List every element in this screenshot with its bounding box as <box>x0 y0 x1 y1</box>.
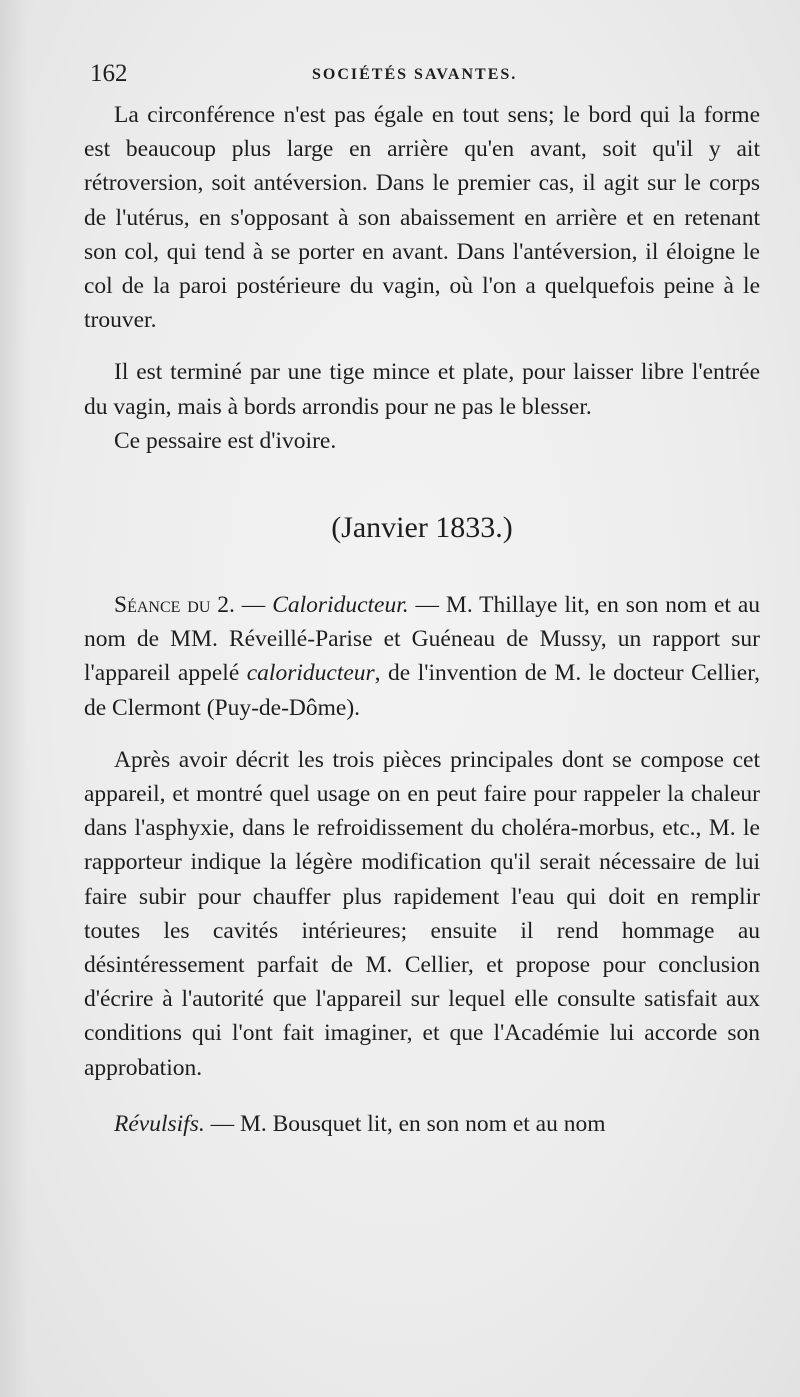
revulsifs-text: — M. Bousquet lit, en son nom et au nom <box>204 1110 606 1137</box>
seance-text-2: , de l'invention de M. le docteur Cellier, de Clermont (Puy-de-Dôme). <box>84 660 760 721</box>
section-date-heading: (Janvier 1833.) <box>331 511 513 545</box>
paragraph-tige: Il est terminé par une tige mince et plate, pour laisser libre l'entrée du vagin, mais à bords arrondis pour ne pas le blesser. <box>84 359 760 420</box>
seance-dash: — <box>234 592 273 619</box>
page-number: 162 <box>90 60 128 87</box>
seance-label: Séance du 2. <box>114 592 235 619</box>
paragraph-seance <box>84 588 760 725</box>
revulsifs-topic: Révulsifs. <box>114 1110 205 1137</box>
paragraph-circonference: La circonférence n'est pas égale en tout sens; le bord qui la forme est beaucoup plus large en arrière qu'en avant, soit qu'il y ait rétroversion, soit antéversion. Dans le premier cas, il agit sur le corps de l'utérus, en s'opposant à son abaissement en arrière et en retenant son col, qui tend à se porter en avant. Dans l'antéversion, il éloigne le col de la paroi postérieure du vagin, où l'on a quelquefois peine à le trouver. <box>84 102 760 334</box>
running-head: SOCIÉTÉS SAVANTES. <box>312 66 518 83</box>
seance-term: caloriducteur <box>246 660 375 687</box>
page-body <box>84 98 760 1141</box>
seance-topic: Caloriducteur. <box>272 592 409 619</box>
page-header <box>90 60 750 90</box>
paragraph-rapport: Après avoir décrit les trois pièces principales dont se compose cet appareil, et montré quel usage on en peut faire pour rappeler la chaleur dans l'asphyxie, dans le refroidissement du choléra-morbus, etc., M. le rapporteur indique la légère modification qu'il serait nécessaire de lui faire subir pour chauffer plus rapidement l'eau qui doit en remplir toutes les cavités intérieures; ensuite il rend hommage au désintéressement parfait de M. Cellier, et propose pour conclusion d'écrire à l'autorité que l'appareil sur lequel elle consulte satisfait aux conditions qui l'ont fait imaginer, et que l'Académie lui accorde son approbation. <box>84 746 760 1081</box>
paragraph-revulsifs <box>84 1107 760 1141</box>
paragraph-ivoire: Ce pessaire est d'ivoire. <box>114 427 337 454</box>
seance-text-1: — M. Thillaye lit, en son nom et au nom de MM. Réveillé-Parise et Guéneau de Mussy, un rapport sur l'appareil appelé <box>84 592 761 687</box>
